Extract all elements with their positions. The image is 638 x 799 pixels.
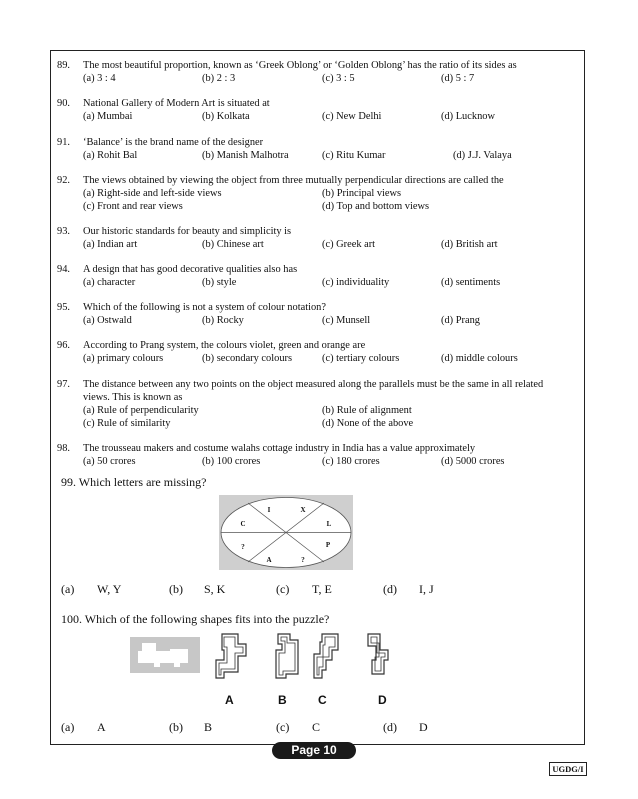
option-b: (b) 100 crores	[202, 456, 261, 467]
option-d: (d) J.J. Valaya	[453, 150, 512, 161]
shape-label-a: A	[225, 693, 234, 707]
option-a-text: A	[97, 720, 106, 734]
option-c-marker: (c)	[276, 582, 290, 596]
option-c: (c) Greek art	[322, 239, 376, 250]
puzzle-letter: P	[325, 541, 331, 549]
puzzle-letter: X	[300, 506, 306, 514]
option-d: (d) 5 : 7	[441, 73, 475, 84]
question-number: 92.	[57, 175, 70, 186]
option-b: (b) Kolkata	[202, 111, 250, 122]
question-stem: Our historic standards for beauty and simplicity is	[83, 226, 292, 237]
option-c-text: C	[312, 720, 321, 734]
question-stem: The distance between any two points on the object measured along the parallels must be the same in all related	[83, 379, 544, 390]
puzzle-letter: I	[267, 506, 271, 514]
option-a: (a) primary colours	[83, 353, 164, 364]
puzzle-letter: ?	[241, 543, 245, 551]
option-b-text: B	[204, 720, 213, 734]
question-number: 95.	[57, 302, 70, 313]
option-d: (d) Top and bottom views	[322, 201, 430, 212]
option-b: (b) Chinese art	[202, 239, 264, 250]
option-b: (b) Rocky	[202, 315, 244, 326]
option-b-marker: (b)	[169, 582, 183, 596]
question-number: 93.	[57, 226, 70, 237]
shape-d	[360, 630, 400, 682]
option-b-text: S, K	[204, 582, 226, 596]
option-b: (b) Manish Malhotra	[202, 150, 289, 161]
question-number: 91.	[57, 137, 70, 148]
option-d: (d) sentiments	[441, 277, 501, 288]
option-b: (b) style	[202, 277, 237, 288]
shape-b	[268, 630, 308, 682]
option-a-marker: (a)	[61, 720, 75, 734]
option-a-marker: (a)	[61, 582, 75, 596]
option-d-text: I, J	[419, 582, 434, 596]
option-d: (d) Prang	[441, 315, 480, 326]
option-a: (a) Mumbai	[83, 111, 133, 122]
question-stem: Which of the following is not a system of colour notation?	[83, 302, 326, 313]
option-c: (c) New Delhi	[322, 111, 382, 122]
shape-label-c: C	[318, 693, 327, 707]
question-stem: The views obtained by viewing the object from three mutually perpendicular directions are called the	[83, 175, 504, 186]
option-c: (c) individuality	[322, 277, 390, 288]
letter-ellipse-puzzle	[219, 495, 353, 570]
option-b: (b) Rule of alignment	[322, 405, 412, 416]
option-c: (c) 180 crores	[322, 456, 380, 467]
option-b: (b) 2 : 3	[202, 73, 236, 84]
question-stem: ‘Balance’ is the brand name of the designer	[83, 137, 264, 148]
question-100-stem: 100. Which of the following shapes fits into the puzzle?	[61, 612, 330, 626]
option-d: (d) British art	[441, 239, 498, 250]
question-stem-continued: views. This is known as	[83, 392, 183, 403]
option-c: (c) Ritu Kumar	[322, 150, 386, 161]
shape-c	[308, 630, 348, 682]
question-stem: The most beautiful proportion, known as ‘Greek Oblong’ or ‘Golden Oblong’ has the ratio of its sides as	[83, 60, 517, 71]
option-c: (c) Rule of similarity	[83, 418, 171, 429]
question-stem: The trousseau makers and costume walahs cottage industry in India has a value approximately	[83, 443, 476, 454]
option-a: (a) Rohit Bal	[83, 150, 138, 161]
page-number-badge: Page 10	[272, 742, 356, 759]
option-c: (c) Front and rear views	[83, 201, 183, 212]
option-b-marker: (b)	[169, 720, 183, 734]
option-c: (c) tertiary colours	[322, 353, 400, 364]
question-stem: According to Prang system, the colours violet, green and orange are	[83, 340, 366, 351]
question-number: 96.	[57, 340, 70, 351]
option-b: (b) secondary colours	[202, 353, 293, 364]
question-number: 89.	[57, 60, 70, 71]
shape-label-d: D	[378, 693, 387, 707]
puzzle-letter: L	[326, 520, 332, 528]
paper-code: UGDG/I	[549, 762, 587, 776]
option-c: (c) Munsell	[322, 315, 371, 326]
question-number: 90.	[57, 98, 70, 109]
puzzle-letter: ?	[301, 556, 305, 564]
option-a: (a) character	[83, 277, 136, 288]
option-a: (a) 50 crores	[83, 456, 136, 467]
puzzle-shape	[130, 637, 200, 673]
question-stem: A design that has good decorative qualities also has	[83, 264, 298, 275]
option-a: (a) 3 : 4	[83, 73, 116, 84]
option-d: (d) None of the above	[322, 418, 414, 429]
question-number: 94.	[57, 264, 70, 275]
option-d: (d) middle colours	[441, 353, 518, 364]
puzzle-letter: A	[266, 556, 272, 564]
option-d-marker: (d)	[383, 582, 397, 596]
option-c-text: T, E	[312, 582, 332, 596]
option-b: (b) Principal views	[322, 188, 402, 199]
option-c: (c) 3 : 5	[322, 73, 355, 84]
option-a: (a) Rule of perpendicularity	[83, 405, 199, 416]
option-d-marker: (d)	[383, 720, 397, 734]
option-d-text: D	[419, 720, 428, 734]
option-a: (a) Right-side and left-side views	[83, 188, 222, 199]
option-a-text: W, Y	[97, 582, 122, 596]
shape-a	[210, 630, 250, 682]
option-d: (d) Lucknow	[441, 111, 495, 122]
option-c-marker: (c)	[276, 720, 290, 734]
option-a: (a) Ostwald	[83, 315, 132, 326]
question-99-stem: 99. Which letters are missing?	[61, 475, 207, 489]
question-number: 98.	[57, 443, 70, 454]
question-number: 97.	[57, 379, 70, 390]
shape-label-b: B	[278, 693, 287, 707]
puzzle-letter: C	[240, 520, 246, 528]
option-a: (a) Indian art	[83, 239, 138, 250]
question-stem: National Gallery of Modern Art is situated at	[83, 98, 270, 109]
option-d: (d) 5000 crores	[441, 456, 505, 467]
